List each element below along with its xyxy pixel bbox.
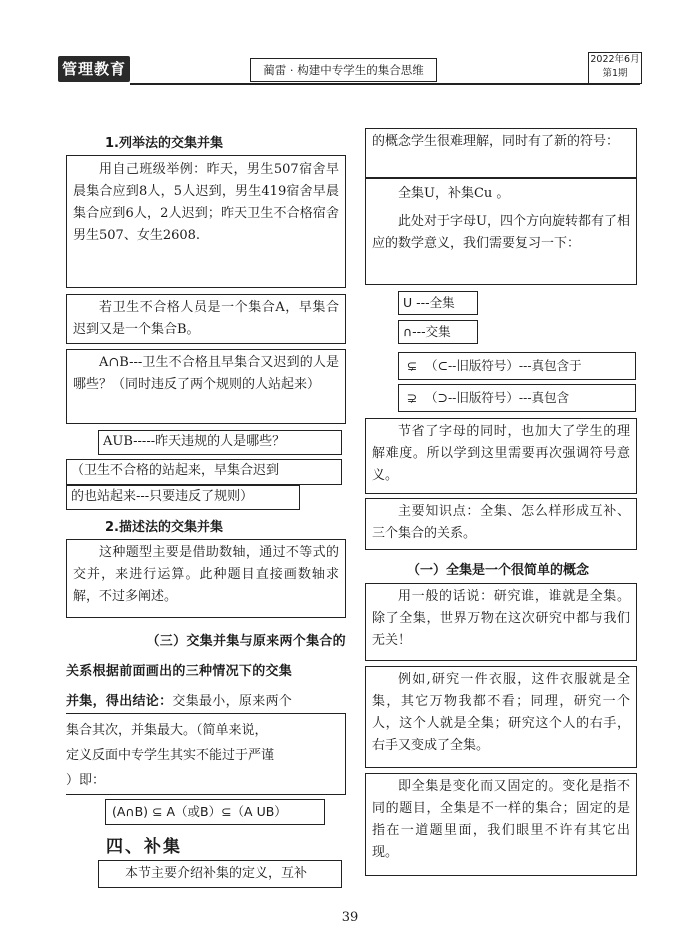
symbol-proper-superset-row [398,384,636,412]
proper-subset-text: （⊂--旧版符号）---真包含于 [424,358,582,373]
proper-superset-icon: ⊋ [406,390,418,405]
description-method-text: 这种题型主要是借助数轴，通过不等式的交并，来进行运算。此种题目直接画数轴求解，不过多阐述。 [73,545,339,604]
conclusion-label: 并集，得出结论： [66,694,173,709]
conclusion-text: 交集最小，原来两个 [172,694,293,709]
section-heading-3-line2: 关系根据前面画出的三种情况下的交集 [66,664,293,679]
difficulty-box: 节省了字母的同时，也加大了学生的理解难度。所以学到这里需要再次强调符号意义。 [365,418,637,494]
section-heading-2: 2.描述法的交集并集 [105,520,223,535]
section-heading-3-line1: （三）交集并集与原来两个集合的 [146,634,346,649]
page-header [0,0,700,92]
symbols-intro-box [365,178,637,285]
description-method-box [66,539,346,618]
symbol-universal: U ---全集 [398,291,478,315]
subsection-heading-universal: （一）全集是一个很简单的概念 [407,563,590,578]
issue-box [588,52,642,84]
complement-concept-box: 的概念学生很难理解，同时有了新的符号： [365,128,637,178]
running-title: 蔺雷 · 构建中专学生的集合思维 [250,58,437,82]
subset-formula: (A∩B) ⊆ A（或B）⊆（A UB） [105,799,325,825]
key-points-box: 主要知识点：全集、怎么样形成互补、三个集合的关系。 [365,498,637,550]
header-rule [130,83,640,85]
page-number: 39 [341,910,359,925]
issue-date: 2022年6月 [590,54,640,65]
union-explain-line2: 的也站起来---只要违反了规则） [66,485,300,510]
definition-box-ab: 若卫生不合格人员是一个集合A，早集合迟到又是一个集合B。 [66,294,346,344]
example-box: 用自己班级举例：昨天，男生507宿舍早晨集合应到8人，5人迟到，男生419宿舍早晨集合应到6人，2人迟到；昨天卫生不合格宿舍男生507、女生2608. [66,155,346,288]
complement-intro-box: 本节主要介绍补集的定义，互补 [98,860,342,888]
conclusion-box [66,713,346,795]
symbol-proper-subset-row [398,352,636,380]
universal-example-box: 例如,研究一件衣服，这件衣服就是全集，其它万物我都不看；同理，研究一个人，这个人就是全集；研究这个人的右手，右手又变成了全集。 [365,666,637,768]
conclusion-line1: 集合其次，并集最大。（简单来说， [66,723,268,738]
section-heading-1: 1.列举法的交集并集 [105,136,223,151]
symbol-intersection: ∩---交集 [398,320,478,344]
union-explain-line1: （卫生不合格的站起来，早集合迟到 [66,459,342,485]
union-box: AUB-----昨天违规的人是哪些？ [98,430,342,455]
universal-definition-box: 用一般的话说：研究谁，谁就是全集。除了全集，世界万物在这次研究中都与我们无关！ [365,583,637,661]
journal-logo: 管理教育 [58,56,130,82]
proper-superset-text: （⊃--旧版符号）---真包含 [424,390,570,405]
conclusion-line2: 定义反面中专学生其实不能过于严谨 [66,748,275,763]
intersection-box: A∩B---卫生不合格且早集合又迟到的人是哪些？（同时违反了两个规则的人站起来） [66,349,346,424]
proper-subset-icon: ⊊ [406,358,418,373]
symbol-rotation-text: 此处对于字母U，四个方向旋转都有了相应的数学意义，我们需要复习一下： [372,214,630,251]
universal-variable-box: 即全集是变化而又固定的。变化是指不同的题目，全集是不一样的集合；固定的是指在一道题里面，我们眼里不许有其它出现。 [365,773,637,876]
issue-number: 第1期 [602,68,628,79]
section-heading-4: 四、补集 [106,837,182,857]
conclusion-line3: ）即： [66,773,106,788]
universal-set-text: 全集U，补集Cu 。 [398,186,510,201]
